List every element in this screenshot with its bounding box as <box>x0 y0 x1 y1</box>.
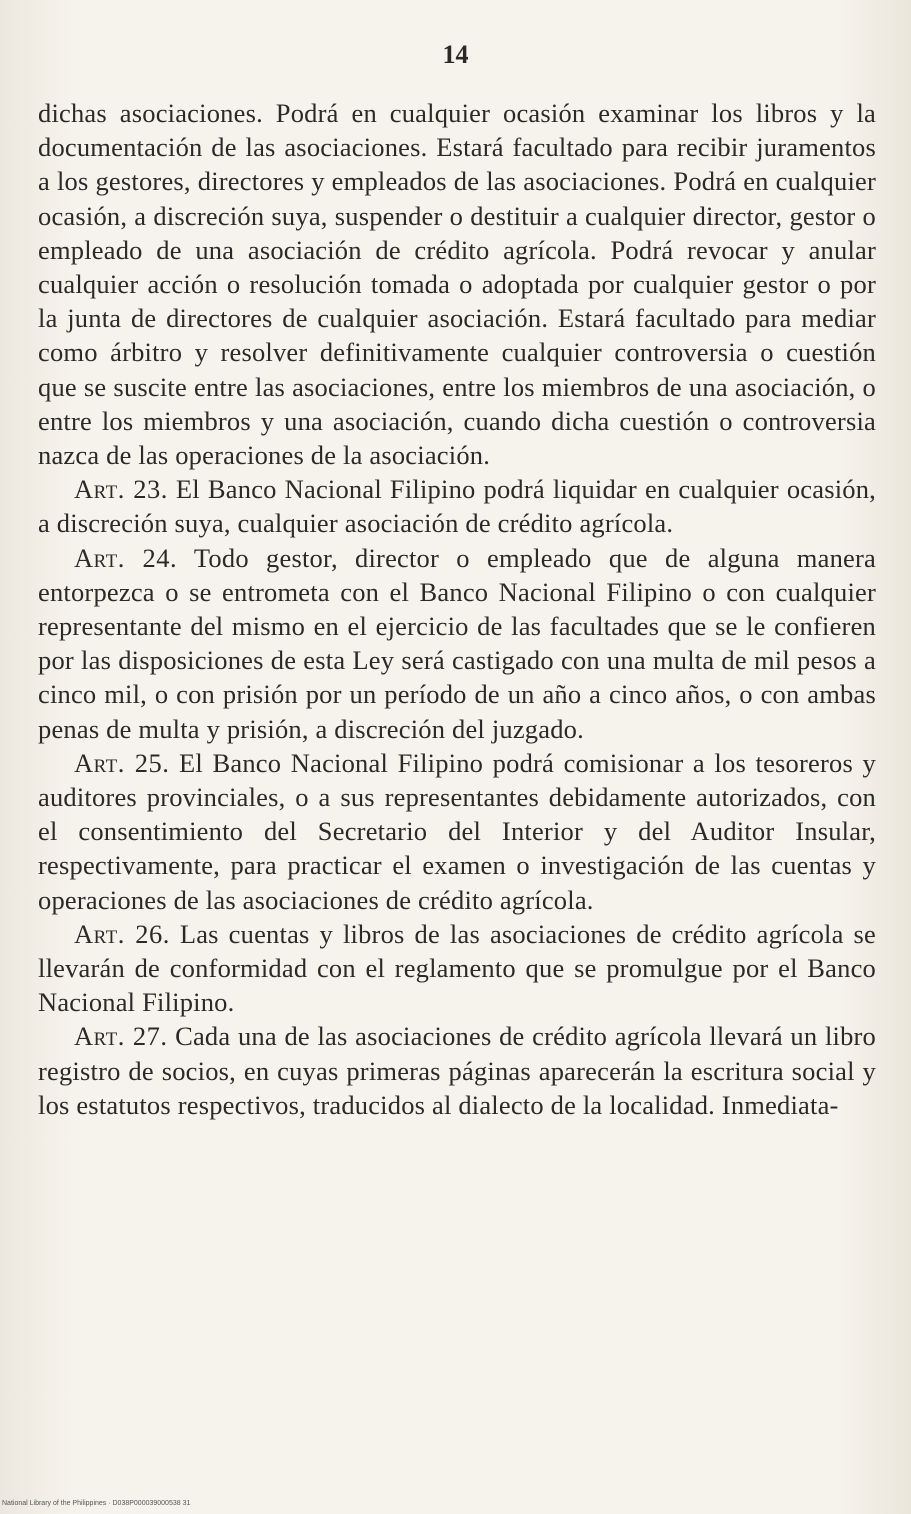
body-text <box>38 96 876 1122</box>
article-label: Art. 26. <box>74 918 170 949</box>
paragraph-text: Las cuentas y libros de las asociaciones de crédito agrícola se llevarán de conformidad con el reglamento que se promulgue por el Banco Nacional Filipino. <box>38 918 877 1018</box>
article-25 <box>38 746 876 917</box>
article-26 <box>38 917 876 1020</box>
article-label: Art. 24. <box>74 542 178 573</box>
article-23 <box>38 472 876 540</box>
article-label: Art. 25. <box>74 747 170 778</box>
article-label: Art. 27. <box>74 1021 168 1052</box>
paragraph-continuation <box>38 96 876 472</box>
paragraph-text: Cada una de las asociaciones de crédito agrícola llevará un libro registro de socios, en cuyas primeras páginas aparecerán la escritura social y los estatutos respectivos, traducidos al dialecto de la localidad. Inmediata- <box>38 1021 876 1120</box>
paragraph-text: Todo gestor, director o empleado que de alguna manera entorpezca o se entrometa con el Banco Nacional Filipino o con cualquier representante del mismo en el ejercicio de las facultades que se le confieren por las disposiciones de esta Ley será castigado con una multa de mil pesos a cinco mil, o con prisión por un período de un año a cinco años, o con ambas penas de multa y prisión, a discreción del juzgado. <box>38 542 876 744</box>
page-number: 14 <box>442 40 469 69</box>
paragraph-text: El Banco Nacional Filipino podrá comisionar a los tesoreros y auditores provinciales, o a sus representantes debidamente autorizados, con el consentimiento del Secretario del Interior y del Auditor Insular, respectivamente, para practicar el examen o investigación de las cuentas y operaciones de las asociaciones de crédito agrícola. <box>38 747 877 915</box>
article-27 <box>38 1019 876 1122</box>
paragraph-text: dichas asociaciones. Podrá en cualquier ocasión examinar los libros y la documentación de las asociaciones. Estará facultado para recibir juramentos a los gestores, directores y empleados de las asociaciones. Podrá en cualquier ocasión, a discreción suya, suspender o destituir a cualquier director, gestor o empleado de una asociación de crédito agrícola. Podrá revocar y anular cualquier acción o resolución tomada o adoptada por cualquier gestor o por la junta de directores de cualquier asociación. Estará facultado para mediar como árbitro y resolver definitivamente cualquier controversia o cuestión que se suscite entre las asociaciones, entre los miembros de una asociación, o entre los miembros y una asociación, cuando dicha cuestión o controversia nazca de las operaciones de la asociación. <box>38 98 876 471</box>
paragraph-text: El Banco Nacional Filipino podrá liquidar en cualquier ocasión, a discreción suya, cualquier asociación de crédito agrícola. <box>38 474 877 539</box>
article-label: Art. 23. <box>74 474 168 505</box>
article-24 <box>38 541 876 746</box>
library-footer: National Library of the Philippines · D038P000039000538 31 <box>2 1500 191 1507</box>
